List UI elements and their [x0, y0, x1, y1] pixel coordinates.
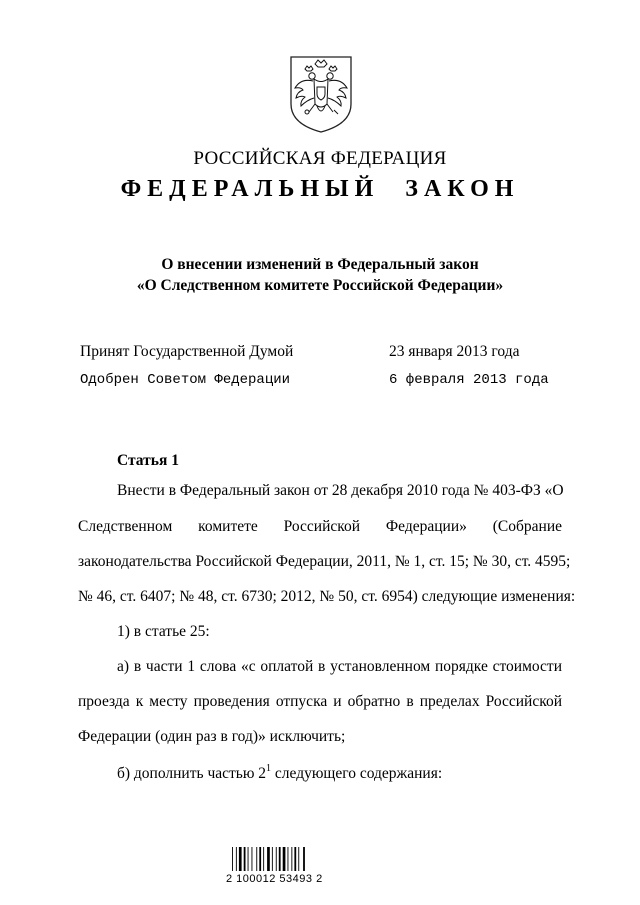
barcode-number: 2 100012 53493 2 — [226, 873, 323, 885]
article-line-text: б) дополнить частью 2 — [117, 765, 267, 782]
article-line: законодательства Российской Федерации, 2011, № 1, ст. 15; № 30, ст. 4595; — [78, 553, 571, 570]
law-title — [0, 254, 640, 296]
adoption-date-duma: 23 января 2013 года — [389, 343, 520, 360]
law-type-heading: ФЕДЕРАЛЬНЫЙ ЗАКОН — [120, 176, 520, 202]
article-line: Федерации (один раз в год)» исключить; — [78, 728, 346, 745]
article-line: 1) в статье 25: — [117, 623, 210, 640]
law-title-line-1: О внесении изменений в Федеральный закон — [161, 256, 479, 273]
article-line: проезда к месту проведения отпуска и обратно в пределах Российской — [78, 693, 562, 710]
article-heading: Статья 1 — [117, 452, 179, 469]
barcode — [232, 847, 307, 871]
article-line — [117, 763, 562, 783]
article-line-superscript: 1 — [266, 763, 272, 774]
adoption-label-duma: Принят Государственной Думой — [80, 343, 294, 360]
article-line: а) в части 1 слова «с оплатой в установленном порядке стоимости — [117, 658, 562, 675]
article-line: № 46, ст. 6407; № 48, ст. 6730; 2012, № 50, ст. 6954) следующие изменения: — [78, 588, 576, 605]
adoption-date-council: 6 февраля 2013 года — [389, 372, 549, 388]
law-title-line-2: «О Следственном комитете Российской Федерации» — [136, 277, 504, 294]
article-line: Следственном комитете Российской Федерации» (Собрание — [78, 518, 562, 535]
article-line-tail: следующего содержания: — [271, 765, 443, 782]
adoption-label-council: Одобрен Советом Федерации — [80, 372, 291, 388]
coat-of-arms-emblem — [287, 54, 355, 134]
article-line: Внести в Федеральный закон от 28 декабря 2010 года № 403-ФЗ «О — [117, 482, 564, 499]
country-heading: РОССИЙСКАЯ ФЕДЕРАЦИЯ — [193, 148, 447, 169]
